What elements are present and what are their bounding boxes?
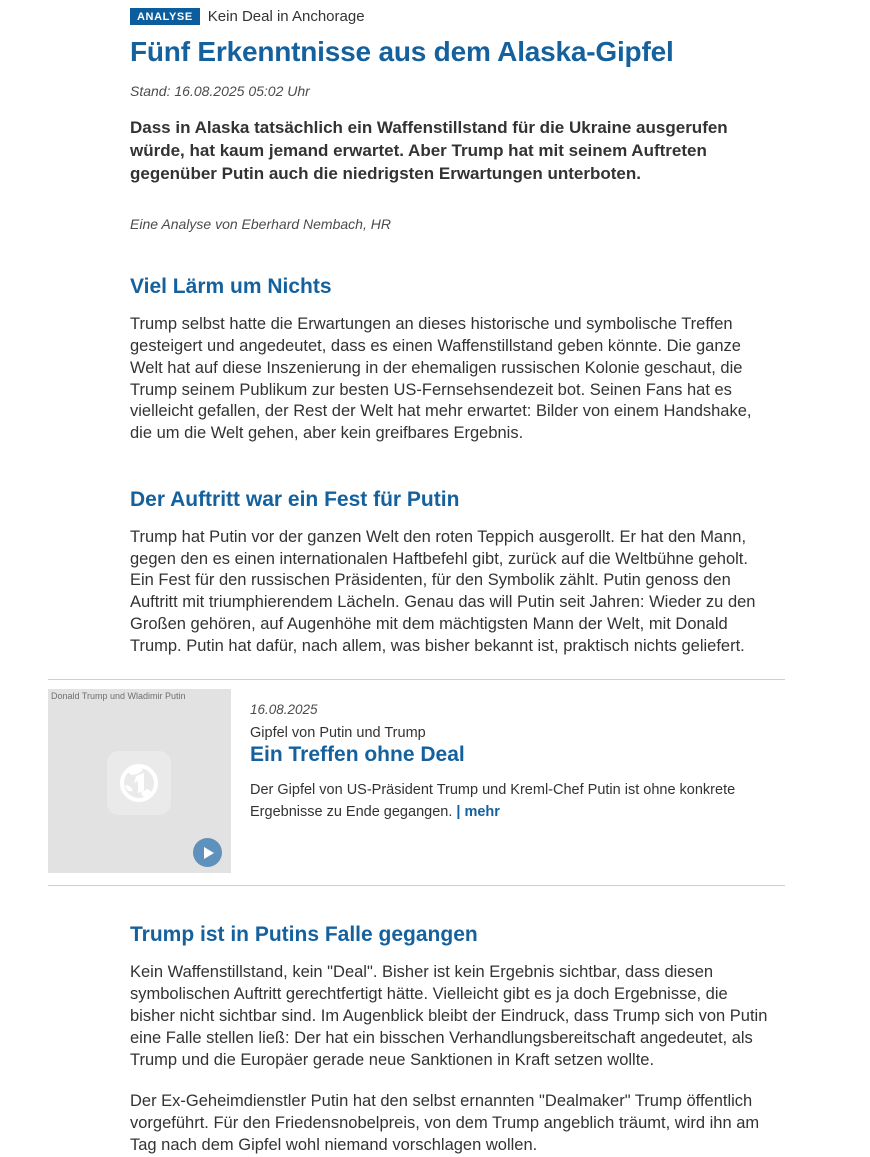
section-paragraph: Der Ex-Geheimdienstler Putin hat den selbst ernannten "Dealmaker" Trump öffentlich vorgeführt. Für den Friedensnobelpreis, von dem Trump angeblich träumt, wird ihn am Tag nach dem Gipfel wohl niemand vorschlagen wollen. [130, 1092, 760, 1154]
section-heading-viel-laerm: Viel Lärm um Nichts [130, 275, 332, 299]
image-caption: Donald Trump und Wladimir Putin [51, 691, 186, 702]
teaser-video-thumbnail[interactable] [48, 689, 231, 873]
kicker-row [130, 8, 785, 25]
teaser-body [250, 689, 770, 873]
ard-globe-icon [107, 751, 171, 815]
play-button[interactable] [193, 838, 222, 867]
teaser-title-link[interactable]: Ein Treffen ohne Deal [250, 743, 465, 767]
related-teaser [48, 679, 785, 886]
section-paragraph: Kein Waffenstillstand, kein "Deal". Bisher ist kein Ergebnis sichtbar, dass diesen symbolischen Auftritt gerechtfertigt hätte. Vielleicht gibt es ja doch Ergebnisse, die bisher nicht sichtbar sind. Im Augenblick bleibt der Eindruck, dass Trump sich von Putin eine Falle stellen ließ: Der hat ein bisschen Verhandlungsbereitschaft angedeutet, als Trump und die Europäer gerade neue Sanktionen in Kraft setzen wollte. [130, 963, 768, 1069]
analyse-badge: ANALYSE [130, 8, 200, 25]
more-link[interactable]: | mehr [456, 804, 500, 821]
section-paragraph: Trump hat Putin vor der ganzen Welt den roten Teppich ausgerollt. Er hat den Mann, gegen den es einen internationalen Haftbefehl gibt, zurück auf die Weltbühne geholt. Ein Fest für den russischen Präsidenten, für den Symbolik zählt. Putin genoss den Auftritt mit triumphierendem Lächeln. Genau das will Putin seit Jahren: Wieder zu den Großen gehören, auf Augenhöhe mit dem mächtigsten Mann der Welt, mit Donald Trump. Putin hat dafür, nach allem, was bisher bekannt ist, praktisch nichts geliefert. [130, 527, 756, 655]
lead-paragraph: Dass in Alaska tatsächlich ein Waffenstillstand für die Ukraine ausgerufen würde, hat kaum jemand erwartet. Aber Trump hat mit seinem Auftreten gegenüber Putin auch die niedrigsten Erwartungen unterboten. [130, 118, 728, 183]
teaser-text [250, 780, 770, 824]
teaser-text-content: Der Gipfel von US-Präsident Trump und Kreml-Chef Putin ist ohne konkrete Ergebnisse zu Ende gegangen. [250, 782, 736, 821]
author-line: Eine Analyse von Eberhard Nembach, HR [130, 216, 391, 233]
timestamp: Stand: 16.08.2025 05:02 Uhr [130, 83, 310, 100]
section-heading-fest-fuer-putin: Der Auftritt war ein Fest für Putin [130, 487, 460, 511]
teaser-date: 16.08.2025 [250, 702, 318, 718]
section-paragraph: Trump selbst hatte die Erwartungen an dieses historische und symbolische Treffen gesteigert und angedeutet, dass es einen Waffenstillstand geben könnte. Die ganze Welt hat auf diese Inszenierung in der ehemaligen russischen Kolonie geschaut, die Trump seinem Publikum zur besten US-Fernsehsendezeit bot. Seinen Fans hat es vielleicht gefallen, der Rest der Welt hat mehr erwartet: Bilder von einem Handshake, die um die Welt gehen, aber kein greifbares Ergebnis. [130, 315, 752, 443]
page-title: Fünf Erkenntnisse aus dem Alaska-Gipfel [130, 36, 674, 68]
play-icon [204, 847, 214, 859]
kicker-text: Kein Deal in Anchorage [207, 8, 365, 26]
teaser-topline: Gipfel von Putin und Trump [250, 725, 426, 742]
section-heading-putins-falle: Trump ist in Putins Falle gegangen [130, 923, 478, 947]
